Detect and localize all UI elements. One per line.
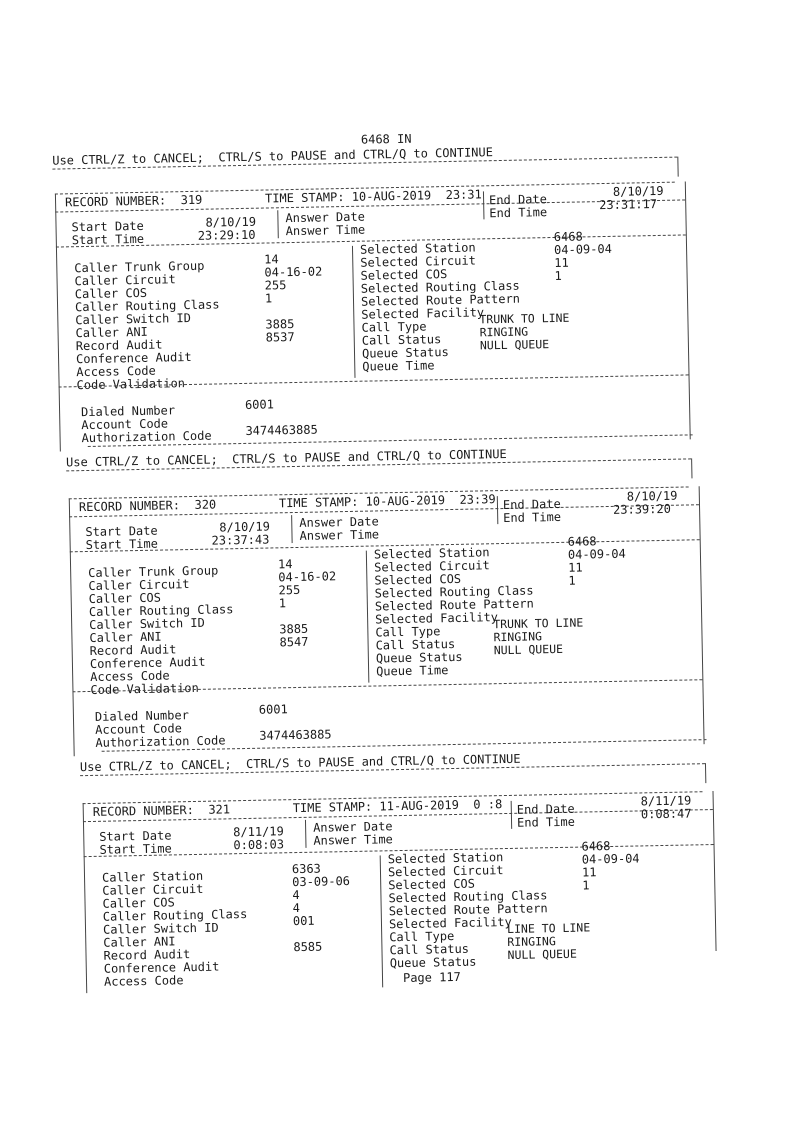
- dialed-number-label: Dialed Number: [94, 708, 189, 724]
- caller-routing-class-label: Caller Routing Class: [102, 906, 248, 924]
- record-number-label: RECORD NUMBER:: [78, 498, 181, 515]
- caller-cos: 255: [278, 582, 301, 598]
- conference-audit-label: Conference Audit: [75, 349, 192, 367]
- record-audit: 8537: [265, 329, 295, 345]
- caller-trunk-group-label: Caller Trunk Group: [88, 563, 219, 580]
- selected-route-pattern-label: Selected Route Pattern: [360, 291, 521, 309]
- caller-station: 6363: [291, 861, 321, 877]
- selected-station-label: Selected Station: [387, 850, 504, 867]
- answer-time-label: Answer Time: [299, 527, 380, 543]
- caller-switch-id-label: Caller Switch ID: [89, 615, 205, 632]
- authorization-code: 3474463885: [259, 727, 332, 743]
- record-number: 320: [194, 497, 217, 512]
- access-code-label: Access Code: [103, 973, 184, 989]
- caller-routing-class: 1: [278, 596, 287, 611]
- end-time-label: End Time: [516, 814, 575, 830]
- selected-facility-label: Selected Facility: [375, 610, 499, 627]
- record-audit: 8585: [293, 939, 323, 955]
- access-code-label: Access Code: [76, 363, 156, 380]
- selected-facility-label: Selected Facility: [361, 305, 485, 322]
- start-time-label: Start Time: [85, 536, 159, 553]
- end-date: 8/10/19: [612, 183, 664, 199]
- control-instructions: Use CTRL/Z to CANCEL; CTRL/S to PAUSE and CTRL/Q to CONTINUE: [65, 446, 507, 470]
- start-date-label: Start Date: [99, 828, 172, 844]
- caller-circuit-label: Caller Circuit: [74, 272, 176, 289]
- caller-circuit-label: Caller Circuit: [88, 577, 190, 593]
- account-code-label: Account Code: [95, 721, 183, 737]
- caller-trunk-group: 14: [264, 252, 279, 267]
- caller-circuit-label: Caller Circuit: [102, 881, 204, 898]
- call-type: LINE TO LINE: [506, 920, 591, 937]
- selected-circuit-label: Selected Circuit: [374, 558, 490, 575]
- answer-date-label: Answer Date: [299, 514, 379, 530]
- start-date-label: Start Date: [71, 218, 144, 235]
- time-stamp-label: TIME STAMP:: [292, 799, 373, 816]
- selected-cos-label: Selected COS: [374, 571, 462, 588]
- caller-ani-label: Caller ANI: [75, 324, 148, 341]
- record-number: 321: [208, 802, 231, 817]
- call-status-label: Call Status: [389, 941, 470, 958]
- queue-status-label: Queue Status: [361, 345, 449, 361]
- caller-cos-label: Caller COS: [88, 590, 162, 606]
- start-date: 8/10/19: [219, 519, 271, 535]
- answer-time-label: Answer Time: [313, 832, 393, 848]
- conference-audit-label: Conference Audit: [103, 959, 220, 976]
- caller-ani: 3885: [265, 316, 295, 332]
- call-type-label: Call Type: [375, 624, 441, 640]
- caller-circuit: 04-16-02: [278, 569, 337, 585]
- selected-station: 6468: [581, 839, 611, 854]
- selected-station: 6468: [567, 534, 597, 549]
- end-time-label: End Time: [503, 509, 562, 526]
- selected-route-pattern-label: Selected Route Pattern: [374, 596, 534, 614]
- selected-circuit-label: Selected Circuit: [387, 863, 504, 880]
- caller-cos: 255: [264, 278, 287, 293]
- end-date: 8/10/19: [626, 488, 678, 504]
- start-time-label: Start Time: [99, 841, 172, 857]
- selected-circuit: 04-09-04: [553, 241, 612, 257]
- caller-circuit: 03-09-06: [292, 874, 351, 890]
- record-audit-label: Record Audit: [103, 947, 191, 963]
- caller-switch-id-label: Caller Switch ID: [75, 310, 192, 328]
- control-instructions: Use CTRL/Z to CANCEL; CTRL/S to PAUSE and CTRL/Q to CONTINUE: [79, 751, 521, 775]
- call-type-label: Call Type: [361, 319, 427, 335]
- selected-routing-class: 1: [582, 878, 590, 893]
- conference-audit-label: Conference Audit: [89, 654, 206, 671]
- station-in-heading: 6468 IN: [360, 131, 412, 147]
- answer-date-label: Answer Date: [312, 819, 393, 835]
- time-stamp: 10-AUG-2019 23:39: [365, 492, 496, 509]
- caller-cos-label: Caller COS: [74, 285, 148, 302]
- caller-switch-id-label: Caller Switch ID: [102, 920, 219, 937]
- start-date: 8/11/19: [233, 824, 284, 840]
- caller-cos-label: Caller COS: [102, 895, 175, 911]
- call-type: TRUNK TO LINE: [493, 615, 584, 632]
- caller-ani-label: Caller ANI: [89, 629, 162, 645]
- end-date-label: End Date: [502, 496, 561, 513]
- selected-circuit-label: Selected Circuit: [360, 253, 476, 270]
- selected-routing-class-label: Selected Routing Class: [360, 278, 520, 296]
- end-time: 23:39:20: [612, 501, 671, 517]
- caller-station-label: Caller Station: [101, 868, 204, 885]
- selected-routing-class-label: Selected Routing Class: [388, 888, 548, 906]
- caller-routing-class: 4: [292, 900, 301, 916]
- call-type: TRUNK TO LINE: [479, 310, 570, 327]
- queue-time-label: Queue Time: [376, 663, 449, 679]
- caller-ani: 3885: [279, 621, 309, 637]
- record-number: 319: [180, 192, 203, 208]
- start-time: 0:08:03: [233, 837, 285, 853]
- control-instructions: Use CTRL/Z to CANCEL; CTRL/S to PAUSE and CTRL/Q to CONTINUE: [52, 145, 494, 168]
- caller-cos: 4: [292, 887, 300, 903]
- selected-circuit: 04-09-04: [567, 546, 626, 562]
- time-stamp: 10-AUG-2019 23:31: [351, 187, 482, 204]
- answer-date-label: Answer Date: [285, 209, 366, 226]
- call-status: RINGING: [507, 934, 556, 950]
- call-status: RINGING: [493, 629, 543, 645]
- queue-time-label: Queue Time: [362, 358, 435, 374]
- time-stamp-label: TIME STAMP:: [264, 189, 345, 206]
- caller-routing-class-label: Caller Routing Class: [74, 297, 220, 315]
- end-time: 23:31:17: [599, 197, 658, 213]
- time-stamp: 11-AUG-2019 0 :8: [379, 797, 503, 814]
- dialed-number: 6001: [244, 397, 275, 412]
- account-code-label: Account Code: [81, 416, 169, 433]
- record-audit: 8547: [279, 634, 309, 650]
- caller-ani-label: Caller ANI: [103, 934, 176, 950]
- page-number: Page 117: [402, 969, 461, 986]
- call-status: RINGING: [479, 324, 529, 340]
- record-audit-label: Record Audit: [75, 337, 163, 354]
- start-time: 23:29:10: [197, 227, 256, 243]
- caller-switch-id: 001: [292, 913, 315, 929]
- start-time: 23:37:43: [211, 532, 270, 548]
- answer-time-label: Answer Time: [285, 222, 366, 239]
- selected-station: 6468: [553, 229, 583, 244]
- selected-facility-label: Selected Facility: [388, 914, 512, 932]
- code-validation-label: Code Validation: [90, 680, 199, 697]
- end-time-label: End Time: [489, 205, 548, 221]
- start-date: 8/10/19: [205, 214, 257, 230]
- authorization-code-label: Authorization Code: [81, 428, 212, 446]
- dialed-number: 6001: [258, 702, 288, 717]
- selected-routing-class: 1: [568, 573, 576, 588]
- queue-status-label: Queue Status: [375, 649, 463, 666]
- caller-routing-class: 1: [264, 291, 273, 306]
- start-date-label: Start Date: [85, 523, 158, 540]
- code-validation-label: Code Validation: [76, 376, 186, 393]
- access-code-label: Access Code: [90, 668, 170, 684]
- record-number-label: RECORD NUMBER:: [92, 803, 195, 819]
- selected-cos-label: Selected COS: [360, 267, 448, 283]
- caller-routing-class-label: Caller Routing Class: [88, 602, 234, 619]
- queue-status: NULL QUEUE: [493, 641, 564, 658]
- selected-station-label: Selected Station: [359, 240, 476, 257]
- dialed-number-label: Dialed Number: [80, 403, 176, 420]
- call-status-label: Call Status: [375, 636, 456, 653]
- call-status-label: Call Status: [361, 332, 442, 348]
- end-date-label: End Date: [488, 192, 548, 208]
- authorization-code: 3474463885: [245, 422, 318, 438]
- selected-circuit: 04-09-04: [581, 851, 640, 867]
- queue-status-label: Queue Status: [389, 954, 477, 971]
- end-date: 8/11/19: [640, 793, 692, 809]
- selected-cos: 11: [554, 255, 569, 270]
- end-time: 0:08:47: [640, 806, 692, 822]
- caller-circuit: 04-16-02: [264, 264, 323, 280]
- record-number-label: RECORD NUMBER:: [64, 193, 167, 210]
- time-stamp-label: TIME STAMP:: [278, 494, 359, 511]
- caller-trunk-group: 14: [277, 557, 293, 572]
- start-time-label: Start Time: [71, 231, 145, 248]
- authorization-code-label: Authorization Code: [95, 733, 226, 750]
- record-audit-label: Record Audit: [89, 642, 177, 658]
- selected-routing-class: 1: [554, 268, 562, 283]
- selected-station-label: Selected Station: [373, 545, 490, 562]
- selected-cos: 11: [581, 865, 597, 880]
- selected-route-pattern-label: Selected Route Pattern: [388, 901, 548, 919]
- call-type-label: Call Type: [389, 929, 455, 945]
- selected-cos: 11: [568, 560, 583, 575]
- selected-cos-label: Selected COS: [388, 876, 476, 893]
- selected-routing-class-label: Selected Routing Class: [374, 583, 534, 601]
- end-date-label: End Date: [516, 801, 575, 817]
- caller-trunk-group-label: Caller Trunk Group: [74, 258, 205, 276]
- queue-status: NULL QUEUE: [507, 946, 577, 963]
- queue-status: NULL QUEUE: [479, 337, 550, 353]
